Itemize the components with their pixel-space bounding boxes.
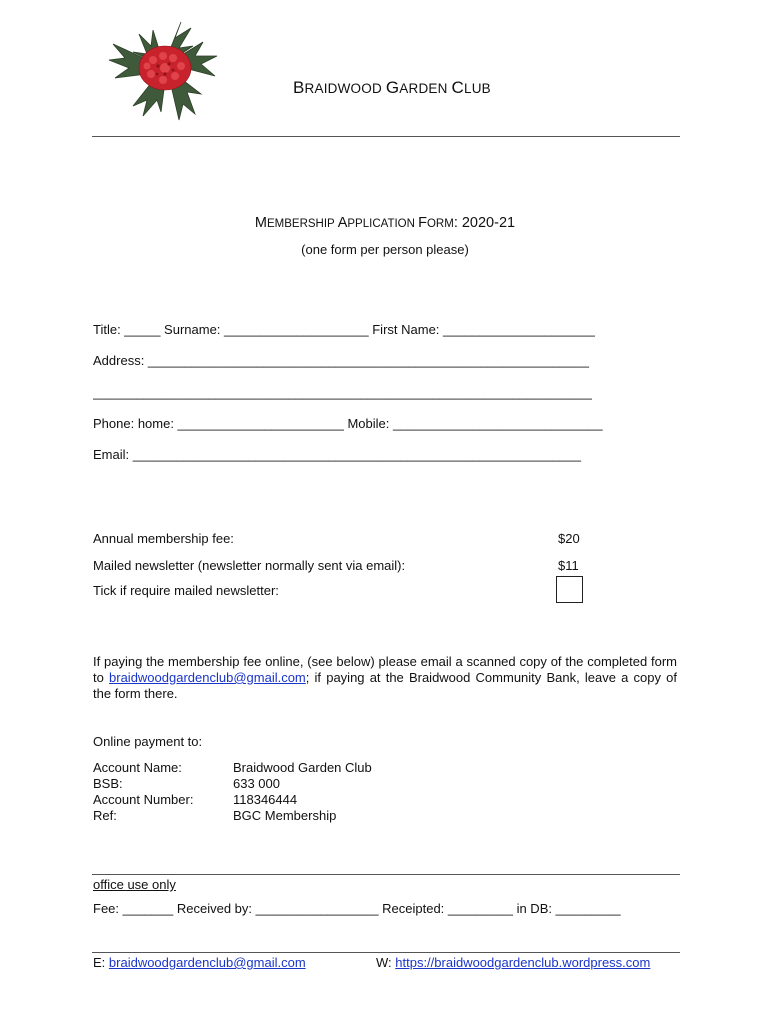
footer-divider (92, 952, 680, 953)
form-title-part: EMBERSHIP (266, 218, 338, 230)
form-title-part: ORM (426, 218, 454, 230)
ref-value: BGC Membership (233, 808, 337, 823)
tick-newsletter-label: Tick if require mailed newsletter: (93, 583, 279, 598)
account-name-label: Account Name: (93, 760, 182, 775)
bsb-label: BSB: (93, 776, 123, 791)
office-use-line: Fee: _______ Received by: _________________ Receipted: _________ in DB: _________ (93, 901, 621, 916)
payment-note-text-1: If paying the membership fee online, (see below) please email a scanned copy of the completed form to (93, 654, 677, 685)
office-use-heading: office use only (93, 877, 176, 892)
bsb-value: 633 000 (233, 776, 280, 791)
address-field-line[interactable]: Address: _____________________________________________________________ (93, 353, 589, 368)
form-title-part: A (337, 215, 348, 231)
club-title-part: LUB (464, 81, 491, 96)
phone-fields-line[interactable]: Phone: home: _______________________ Mobile: _____________________________ (93, 416, 603, 431)
club-title-part: C (451, 78, 464, 97)
annual-fee-value: $20 (558, 531, 580, 546)
form-title (0, 214, 770, 231)
footer-web-link[interactable]: https://braidwoodgardenclub.wordpress.com (395, 955, 651, 970)
form-title-part: PPLICATION (347, 218, 419, 230)
account-name-value: Braidwood Garden Club (233, 760, 372, 775)
footer-email-link[interactable]: braidwoodgardenclub@gmail.com (108, 955, 306, 970)
club-title-part: ARDEN (399, 81, 452, 96)
account-number-value: 118346444 (233, 792, 298, 807)
club-title-part: RAIDWOOD (304, 81, 386, 96)
footer-email-prefix: E: (93, 955, 109, 970)
payment-note-text-2: ; if paying at the Braidwood Community Bank, leave a copy of the form there. (93, 670, 677, 701)
address-field-line-2[interactable]: _____________________________________________________________________ (93, 385, 592, 400)
payment-labels (93, 760, 193, 824)
form-title-part: : 2020-21 (453, 215, 516, 231)
footer-website (376, 955, 650, 970)
header-divider (92, 136, 680, 137)
mailed-newsletter-label: Mailed newsletter (newsletter normally sent via email): (93, 558, 406, 573)
club-title (293, 78, 491, 98)
ref-label: Ref: (93, 808, 117, 823)
online-payment-heading: Online payment to: (93, 734, 203, 749)
footer-web-prefix: W: (376, 955, 396, 970)
payment-values (233, 760, 372, 824)
email-field-line[interactable]: Email: ______________________________________________________________ (93, 447, 581, 462)
form-subtitle: (one form per person please) (301, 242, 469, 257)
office-divider (92, 874, 680, 875)
club-title-part: G (385, 78, 400, 97)
mailed-newsletter-value: $11 (558, 558, 579, 573)
payment-note (93, 654, 677, 702)
form-title-part: M (254, 215, 267, 231)
waratah-logo-icon (103, 16, 223, 128)
account-number-label: Account Number: (93, 792, 194, 807)
form-title-part: F (418, 215, 427, 231)
club-title-part: B (293, 78, 305, 97)
name-fields-line[interactable]: Title: _____ Surname: ____________________ First Name: _____________________ (93, 322, 595, 337)
checkbox-icon[interactable] (556, 576, 583, 603)
payment-email-link[interactable]: braidwoodgardenclub@gmail.com (109, 670, 306, 685)
footer-email (93, 955, 306, 970)
annual-fee-label: Annual membership fee: (93, 531, 234, 546)
